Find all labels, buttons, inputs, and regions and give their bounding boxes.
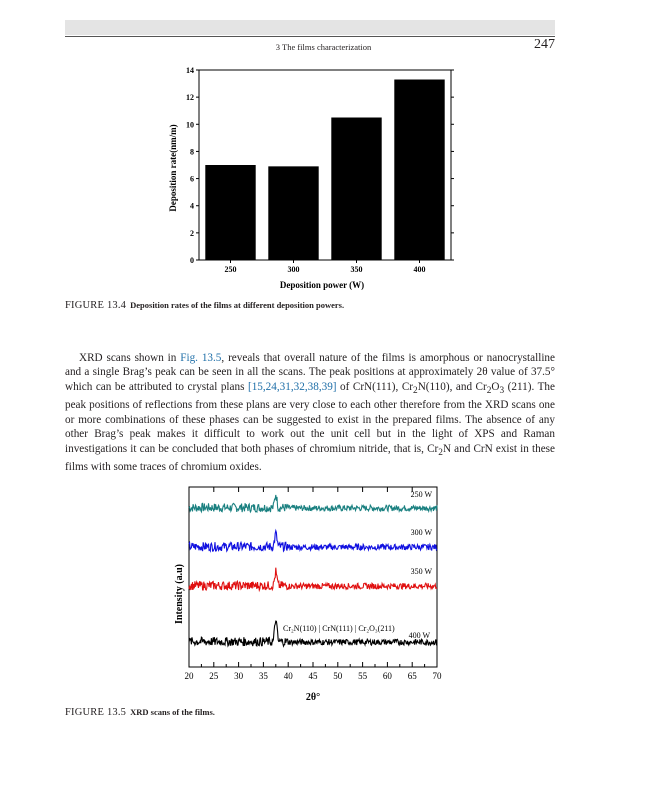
xrd-annotation: Cr₂N(110) | CrN(111) | Cr₂O₃(211) [283,624,395,633]
body-text-segment: N and CrN exist in these films with some traces of chromium oxides. [65,442,555,474]
subscript: 2 [438,447,443,458]
y-tick-label: 6 [190,174,194,184]
caption-label: FIGURE 13.5 [65,707,127,718]
xrd-x-tick-label: 20 [184,671,194,681]
xrd-x-tick-label: 60 [382,671,392,681]
xrd-series-label: 350 W [410,567,432,576]
subscript: 2 [413,386,418,397]
xrd-x-tick-label: 55 [358,671,368,681]
body-text-segment: N(110), and Cr [417,380,487,393]
body-text-segment: O [491,380,500,393]
xrd-x-tick-label: 25 [209,671,219,681]
xrd-x-tick-label: 50 [333,671,343,681]
bar-chart-ylabel: Deposition rate(nm/m) [168,124,178,212]
bar-250 [205,165,255,260]
xrd-x-tick-label: 70 [432,671,442,681]
y-tick-label: 2 [190,228,194,238]
body-text-segment: (211). The peak positions of reflections from these plans are very close to each other therefore from the XRD scans one or more combinations of these phases can be suggested to exist in the prepared films. The absence of any other Brag’s peak makes it difficult to work out the unit cell but in the light of XPS and Raman investigations it can be concluded that both phases of chromium nitride, that is, Cr [65,380,555,455]
citation-link[interactable]: [15,24,31,32,38,39] [247,380,337,393]
caption-text: Deposition rates of the films at different deposition powers. [130,300,345,310]
figure-link[interactable]: Fig. 13.5 [180,352,222,364]
xrd-x-tick-label: 65 [407,671,417,681]
xrd-x-tick-label: 30 [234,671,244,681]
x-tick-label: 300 [287,265,300,274]
running-head: 3 The films characterization [275,42,372,52]
bar-chart-xlabel: Deposition power (W) [279,280,365,290]
xrd-series-label: 300 W [410,528,432,537]
xrd-ylabel: Intensity (a.u) [174,563,185,625]
body-text-segment: XRD scans shown in [79,352,181,364]
y-tick-label: 14 [186,66,194,75]
body-text-segment: , reveals that overall nature of the films is amorphous or nanocrystalline and a single Brag’s peak can be seen in all the scans. The peak positions at approximately 2θ value of 37.5° which can be attributed to crystal plans [65,352,555,393]
caption-label: FIGURE 13.4 [65,300,127,311]
subscript: 2 [486,386,492,397]
bar-400 [394,80,444,261]
xrd-x-tick-label: 45 [308,671,318,681]
y-tick-label: 10 [186,120,194,130]
y-tick-label: 4 [190,201,194,211]
x-tick-label: 400 [413,265,426,274]
body-paragraph [65,351,555,475]
xrd-x-tick-label: 35 [258,671,268,681]
figure-13-5-caption [65,707,215,718]
xrd-series-label: 400 W [408,631,430,640]
y-tick-label: 8 [190,147,194,157]
x-tick-label: 250 [224,265,237,274]
body-text-segment: of CrN(111), Cr [336,380,414,393]
subscript: 3 [499,386,505,397]
xrd-x-tick-label: 40 [283,671,293,681]
x-tick-label: 350 [350,265,363,274]
y-tick-label: 12 [186,93,194,103]
caption-text: XRD scans of the films. [130,707,215,717]
xrd-series-label: 250 W [410,490,432,499]
bar-300 [268,166,318,260]
page-number: 247 [534,37,555,52]
xrd-xlabel: 2θ° [305,692,321,703]
bar-350 [331,118,381,261]
y-tick-label: 0 [190,256,194,265]
figure-13-4-caption [65,300,344,311]
